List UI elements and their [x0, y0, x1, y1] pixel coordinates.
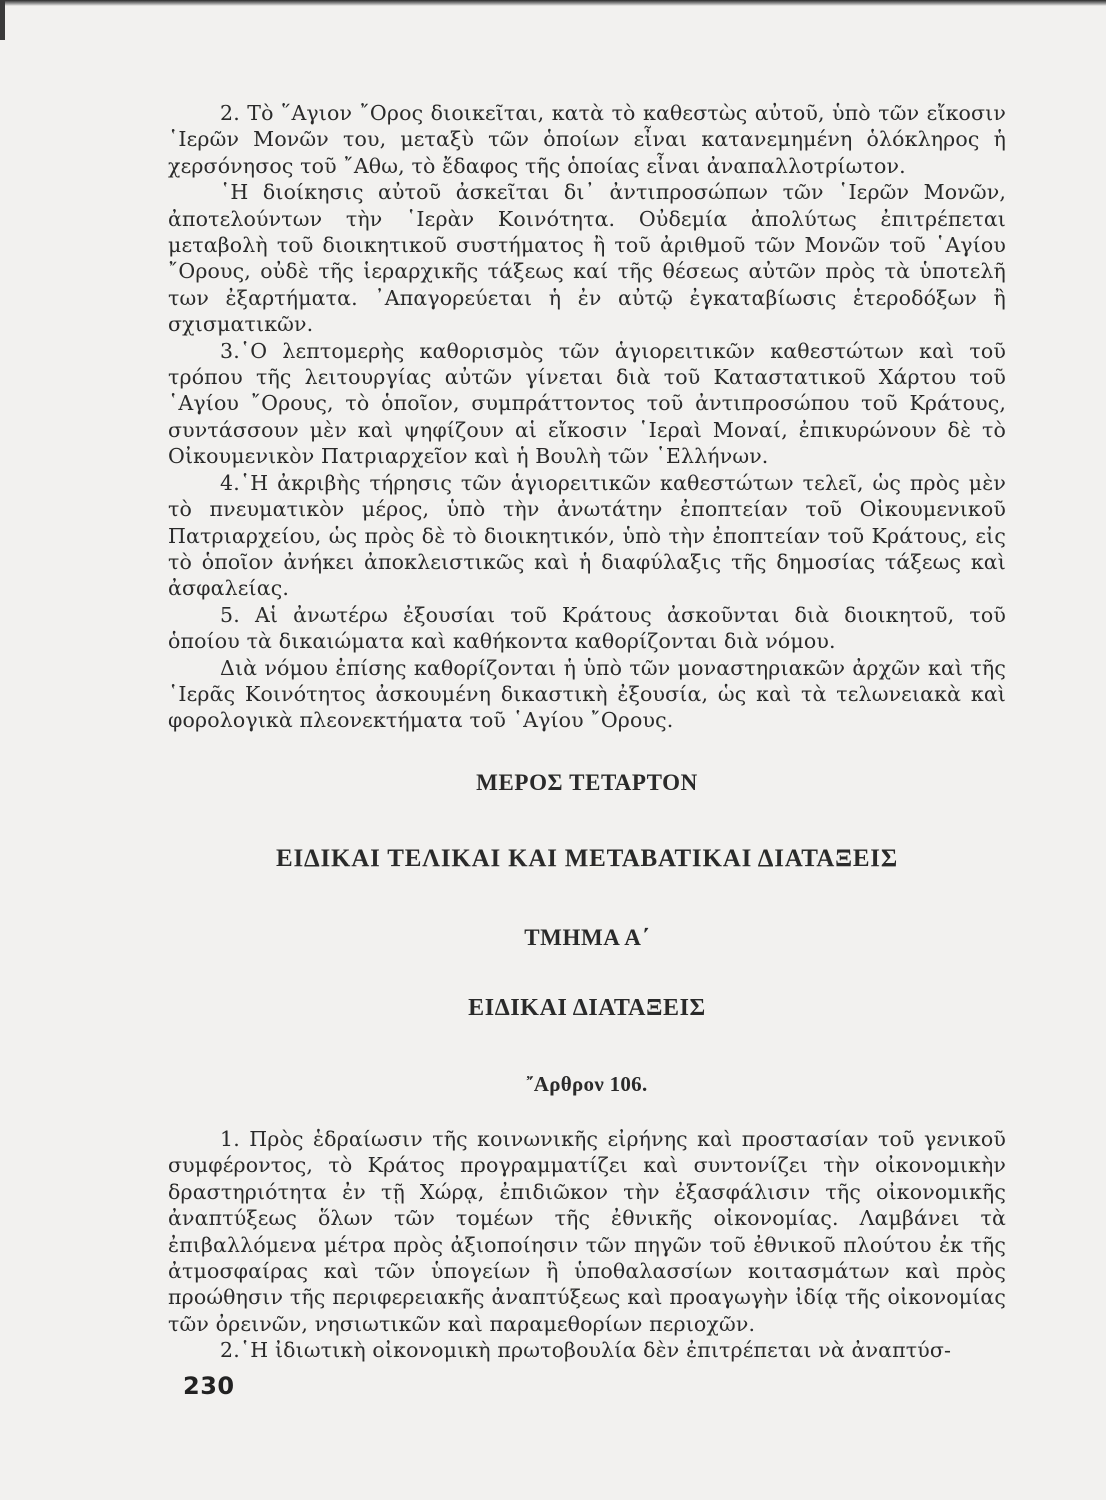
paragraph-4-supervision: 4.῾Η ἀκριβὴς τήρησις τῶν ἁγιορειτικῶν καθεστώτων τελεῖ, ὡς πρὸς μὲν τὸ πνευματικὸν μέρος, ὑπὸ τὴν ἀνωτάτην ἐποπτείαν τοῦ Οἰκουμενικοῦ Πατριαρχείου, ὡς πρὸς δὲ τὸ διοικητικόν, ὑπὸ τὴν ἐποπτείαν τοῦ Κράτους, εἰς τὸ ὁποῖον ἀνήκει ἀποκλειστικῶς καὶ ἡ διαφύλαξις τῆς δημοσίας τάξεως καὶ ἀσφαλείας. [168, 470, 1006, 601]
paragraph-1-economy: 1. Πρὸς ἑδραίωσιν τῆς κοινωνικῆς εἰρήνης καὶ προστασίαν τοῦ γενικοῦ συμφέροντος, τὸ Κράτος προγραμματίζει καὶ συντονίζει τὴν οἰκονομικὴν δραστηριότητα ἐν τῇ Χώρᾳ, ἐπιδιῶκον τὴν ἐξασφάλισιν τῆς οἰκονομικῆς ἀναπτύξεως ὅλων τῶν τομέων τῆς ἐθνικῆς οἰκονομίας. Λαμβάνει τὰ ἐπιβαλλόμενα μέτρα πρὸς ἀξιοποίησιν τῶν πηγῶν τοῦ ἐθνικοῦ πλούτου ἐκ τῆς ἀτμοσφαίρας καὶ τῶν ὑπογείων ἢ ὑποθαλασσίων κοιτασμάτων καὶ πρὸς προώθησιν τῆς περιφερειακῆς ἀναπτύξεως καὶ προαγωγὴν ἰδίᾳ τῆς οἰκονομίας τῶν ὀρεινῶν, νησιωτικῶν καὶ παραμεθορίων περιοχῶν. [168, 1127, 1006, 1336]
article-heading: ῎Αρθρον 106. [526, 1072, 648, 1096]
special-provisions-heading: ΕΙΔΙΚΑΙ ΔΙΑΤΑΞΕΙΣ [468, 995, 706, 1021]
page-top-edge [0, 0, 1106, 6]
page-number: 230 [183, 1372, 235, 1400]
paragraph-2-administration: 2. Τὸ ῞Αγιον ῎Ορος διοικεῖται, κατὰ τὸ καθεστὼς αὐτοῦ, ὑπὸ τῶν εἴκοσιν ῾Ιερῶν Μονῶν του, μεταξὺ τῶν ὁποίων εἶναι κατανεμημένη ὁλόκληρος ἡ χερσόνησος τοῦ ῎Αθω, τὸ ἔδαφος τῆς ὁποίας εἶναι ἀναπαλλοτρίωτον. [168, 101, 1006, 178]
main-heading: ΕΙΔΙΚΑΙ ΤΕΛΙΚΑΙ ΚΑΙ ΜΕΤΑΒΑΤΙΚΑΙ ΔΙΑΤΑΞΕΙΣ [276, 845, 898, 872]
section-heading: ΤΜΗΜΑ Α΄ [524, 925, 650, 950]
paragraph-5-governor: 5. Αἱ ἀνωτέρω ἐξουσίαι τοῦ Κράτους ἀσκοῦνται διὰ διοικητοῦ, τοῦ ὁποίου τὰ δικαιώματα καὶ καθήκοντα καθορίζονται διὰ νόμου. [168, 602, 1006, 654]
paragraph-3-charter: 3.῾Ο λεπτομερὴς καθορισμὸς τῶν ἁγιορειτικῶν καθεστώτων καὶ τοῦ τρόπου τῆς λειτουργίας αὐτῶν γίνεται διὰ τοῦ Καταστατικοῦ Χάρτου τοῦ ῾Αγίου ῎Ορους, τὸ ὁποῖον, συμπράττοντος τοῦ ἀντιπροσώπου τοῦ Κράτους, συντάσσουν μὲν καὶ ψηφίζουν αἱ εἴκοσιν ῾Ιεραὶ Μοναί, ἐπικυρώνουν δὲ τὸ Οἰκουμενικὸν Πατριαρχεῖον καὶ ἡ Βουλὴ τῶν ῾Ελλήνων. [168, 338, 1006, 469]
lower-text-block [168, 1126, 1006, 1364]
paragraph-law-provisions: Διὰ νόμου ἐπίσης καθορίζονται ἡ ὑπὸ τῶν μοναστηριακῶν ἀρχῶν καὶ τῆς ῾Ιερᾶς Κοινότητος ἀσκουμένη δικαστικὴ ἐξουσία, ὡς καὶ τὰ τελωνειακὰ καὶ φορολογικὰ πλεονεκτήματα τοῦ ῾Αγίου ῎Ορους. [168, 655, 1006, 733]
paragraph-2-private-initiative: 2.῾Η ἰδιωτικὴ οἰκονομικὴ πρωτοβουλία δὲν ἐπιτρέπεται νὰ ἀναπτύσ- [220, 1338, 952, 1363]
page-corner-shadow [0, 0, 5, 40]
part-heading: ΜΕΡΟΣ ΤΕΤΑΡΤΟΝ [476, 770, 698, 795]
paragraph-administration-detail: ῾Η διοίκησις αὐτοῦ ἀσκεῖται δι᾽ ἀντιπροσώπων τῶν ῾Ιερῶν Μονῶν, ἀποτελούντων τὴν ῾Ιερὰν Κοινότητα. Οὐδεμία ἀπολύτως ἐπιτρέπεται μεταβολὴ τοῦ διοικητικοῦ συστήματος ἢ τοῦ ἀριθμοῦ τῶν Μονῶν τοῦ ῾Αγίου ῎Ορους, οὐδὲ τῆς ἱεραρχικῆς τάξεως καί τῆς θέσεως αὐτῶν πρὸς τὰ ὑποτελῆ των ἐξαρτήματα. ᾿Απαγορεύεται ἡ ἐν αὐτῷ ἐγκαταβίωσις ἑτεροδόξων ἢ σχισματικῶν. [168, 180, 1006, 337]
upper-text-block [168, 100, 1006, 734]
